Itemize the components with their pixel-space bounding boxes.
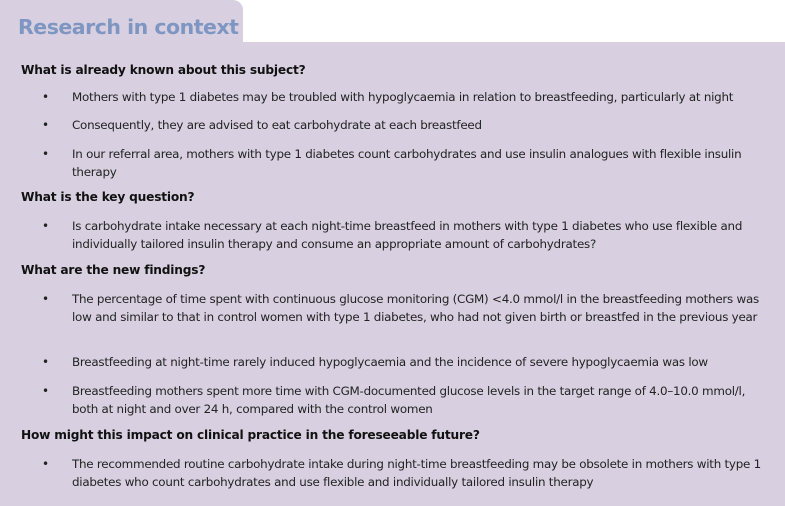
bullet-text-known-2: Consequently, they are advised to eat carbohydrate at each breastfeed bbox=[72, 118, 482, 132]
section-heading-key-question: What is the key question? bbox=[21, 190, 195, 204]
bullet-text-new-findings-2: Breastfeeding at night-time rarely induced hypoglycaemia and the incidence of severe hypoglycaemia was low bbox=[72, 355, 708, 369]
section-heading-new-findings: What are the new findings? bbox=[21, 263, 206, 277]
bullet-marker: • bbox=[42, 355, 50, 369]
bullet-marker: • bbox=[42, 219, 50, 233]
bullet-text-clinical-impact-1: The recommended routine carbohydrate intake during night-time breastfeeding may be obsolete in mothers with type 1 diabetes who count carbohydrates and use flexible and individually tailored insulin therapy bbox=[72, 457, 761, 489]
bullet-marker: • bbox=[42, 90, 50, 104]
bullet-marker: • bbox=[42, 147, 50, 161]
bullet-text-new-findings-1: The percentage of time spent with continuous glucose monitoring (CGM) <4.0 mmol/l in the breastfeeding mothers was low and similar to that in control women with type 1 diabetes, who had not given birth or breastfed in the previous year bbox=[72, 292, 759, 324]
bullet-marker: • bbox=[42, 118, 50, 132]
bullet-text-known-3: In our referral area, mothers with type 1 diabetes count carbohydrates and use insulin analogues with flexible insulin therapy bbox=[72, 147, 742, 179]
bullet-text-new-findings-3: Breastfeeding mothers spent more time with CGM-documented glucose levels in the target range of 4.0–10.0 mmol/l, both at night and over 24 h, compared with the control women bbox=[72, 384, 746, 416]
title-tab bbox=[0, 0, 243, 42]
bullet-marker: • bbox=[42, 457, 50, 471]
bullet-text-key-question-1: Is carbohydrate intake necessary at each night-time breastfeed in mothers with type 1 diabetes who use flexible and individually tailored insulin therapy and consume an appropriate amount of carbohydrates? bbox=[72, 219, 743, 251]
box-title: Research in context bbox=[18, 15, 239, 39]
bullet-text-known-1: Mothers with type 1 diabetes may be troubled with hypoglycaemia in relation to breastfeeding, particularly at night bbox=[72, 90, 734, 104]
section-heading-clinical-impact: How might this impact on clinical practice in the foreseeable future? bbox=[21, 428, 480, 442]
bullet-marker: • bbox=[42, 384, 50, 398]
bullet-marker: • bbox=[42, 292, 50, 306]
section-heading-known: What is already known about this subject? bbox=[21, 63, 306, 77]
